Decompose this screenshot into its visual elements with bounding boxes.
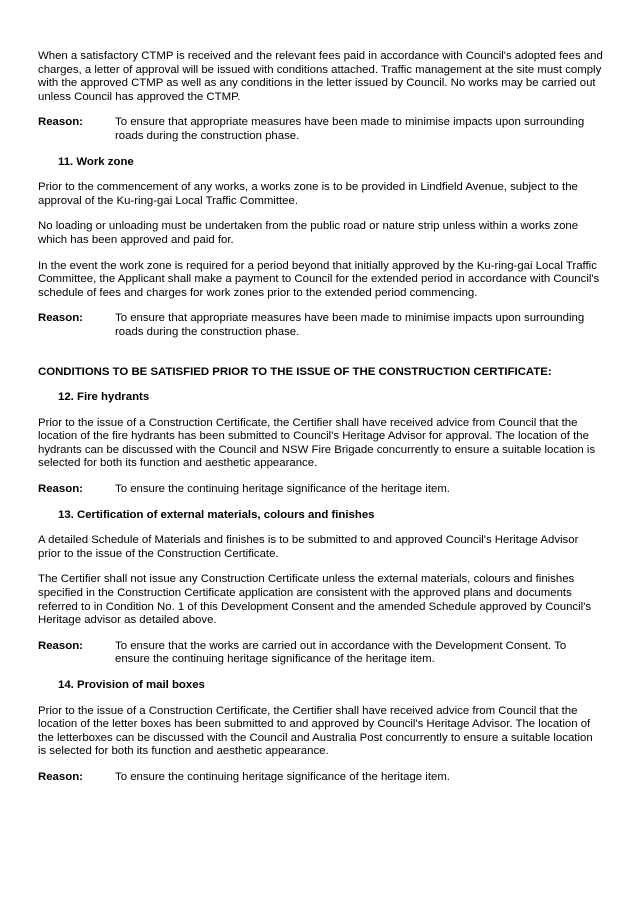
- reason-block: [38, 771, 604, 785]
- paragraph-works-zone: Prior to the commencement of any works, a works zone is to be provided in Lindfield Avenue, subject to the approval of the Ku-ring-gai Local Traffic Committee.: [38, 181, 578, 207]
- reason-text: To ensure the continuing heritage significance of the heritage item.: [115, 483, 450, 496]
- paragraph-fire-hydrants: Prior to the issue of a Construction Certificate, the Certifier shall have received advice from Council that the location of the fire hydrants has been submitted to Council's Heritage Advisor for approval. The location of the hydrants can be discussed with the Council and NSW Fire Brigade concurrently to ensure a suitable location is selected for both its function and aesthetic appearance.: [38, 416, 596, 470]
- reason-text: To ensure that appropriate measures have been made to minimise impacts upon surrounding roads during the construction phase.: [115, 312, 585, 338]
- reason-label: Reason:: [38, 116, 83, 129]
- reason-block: [38, 116, 604, 143]
- section-heading: CONDITIONS TO BE SATISFIED PRIOR TO THE ISSUE OF THE CONSTRUCTION CERTIFICATE:: [38, 365, 552, 378]
- paragraph-loading: No loading or unloading must be undertaken from the public road or nature strip unless within a works zone which has been approved and paid for.: [38, 220, 579, 246]
- document-page: [38, 50, 604, 797]
- paragraph-extended-period: In the event the work zone is required for a period beyond that initially approved by the Ku-ring-gai Local Traffic Committee, the Applicant shall make a payment to Council for the extended period in accordance with Council's schedule of fees and charges for work zones prior to the extended period commencing.: [38, 259, 600, 299]
- reason-text: To ensure that appropriate measures have been made to minimise impacts upon surrounding roads during the construction phase.: [115, 116, 585, 142]
- reason-text: To ensure that the works are carried out in accordance with the Development Consent. To ensure the continuing heritage significance of the heritage item.: [115, 639, 567, 666]
- reason-block: [38, 640, 604, 667]
- condition-heading-14: 14. Provision of mail boxes: [58, 679, 205, 691]
- paragraph-schedule-materials: A detailed Schedule of Materials and finishes is to be submitted to and approved Council's Heritage Advisor prior to the issue of the Construction Certificate.: [38, 534, 579, 560]
- reason-label: Reason:: [38, 770, 83, 783]
- paragraph-certifier: The Certifier shall not issue any Construction Certificate unless the external materials, colours and finishes specified in the Construction Certificate application are consistent with the approved plans and documents referred to in Condition No. 1 of this Development Consent and the amended Schedule approved by Council's Heritage advisor as detailed above.: [38, 573, 592, 627]
- paragraph-mail-boxes: Prior to the issue of a Construction Certificate, the Certifier shall have received advice from Council that the location of the letter boxes has been submitted to and approved by Council's Heritage Advisor. The location of the letterboxes can be discussed with the Council and Australia Post concurrently to ensure a suitable location is selected for both its function and aesthetic appearance.: [38, 704, 593, 758]
- reason-label: Reason:: [38, 483, 83, 496]
- reason-label: Reason:: [38, 312, 83, 325]
- condition-heading-12: 12. Fire hydrants: [58, 391, 150, 404]
- reason-block: [38, 483, 604, 497]
- paragraph-ctmp-approval: When a satisfactory CTMP is received and the relevant fees paid in accordance with Council's adopted fees and charges, a letter of approval will be issued with conditions attached. Traffic management at the site must comply with the approved CTMP as well as any conditions in the letter issued by Council. No works may be carried out unless Council has approved the CTMP.: [38, 50, 603, 103]
- condition-heading-13: 13. Certification of external materials, colours and finishes: [58, 508, 375, 521]
- reason-text: To ensure the continuing heritage significance of the heritage item.: [115, 770, 450, 783]
- condition-heading-11: 11. Work zone: [58, 155, 134, 168]
- reason-label: Reason:: [38, 639, 83, 652]
- reason-block: [38, 312, 604, 339]
